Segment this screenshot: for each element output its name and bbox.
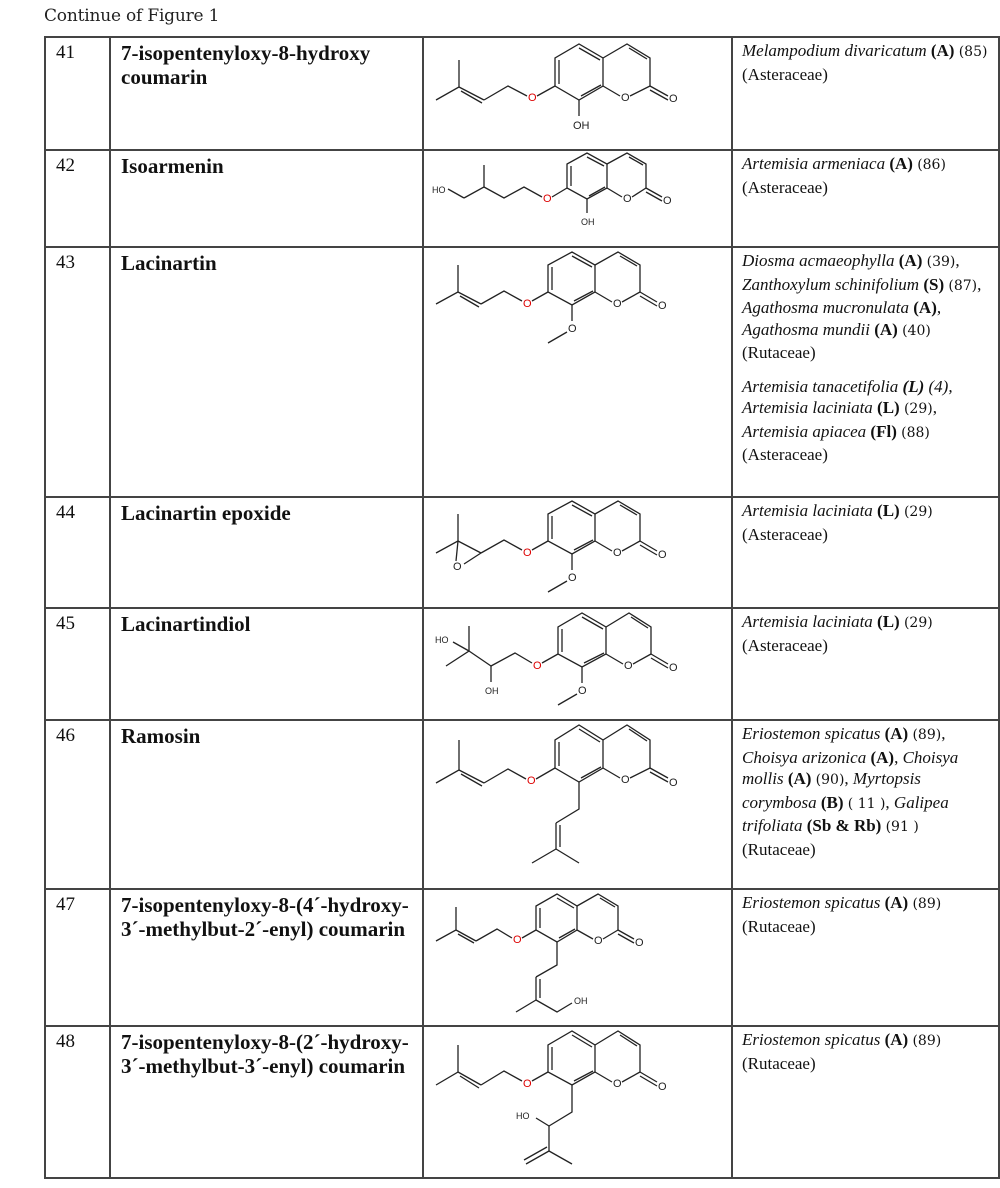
oxygen-label: O <box>669 93 678 105</box>
plant-part-code: (A) <box>889 154 913 173</box>
oxygen-label: O <box>669 777 678 789</box>
source-cell <box>732 150 999 247</box>
plant-part-code: (L) <box>902 376 925 396</box>
table-row <box>45 497 999 608</box>
species-name: Artemisia laciniata <box>742 612 873 631</box>
compound-name: Lacinartin <box>110 247 423 497</box>
source-paragraph <box>742 1029 994 1074</box>
source-text: (Asteraceae) <box>742 64 828 84</box>
source-paragraph <box>742 892 994 937</box>
compound-number: 47 <box>45 889 110 1026</box>
oxygen-label: O <box>613 547 622 559</box>
species-name: Eriostemon spicatus <box>742 893 881 912</box>
hydroxyl-label: OH <box>573 120 590 132</box>
compound-number: 45 <box>45 608 110 720</box>
compound-name: 7-isopentenyloxy-8-(4´-hydroxy-3´-methylbut-2´-enyl) coumarin <box>110 889 423 1026</box>
source-text: (Rutaceae) <box>742 1053 816 1073</box>
plant-part-code: (B) <box>820 792 844 812</box>
plant-part-code: (A) <box>874 319 898 339</box>
hydroxyl-label: HO <box>432 185 446 195</box>
plant-part-code: (A) <box>884 893 909 912</box>
structure-cell <box>423 37 732 150</box>
plant-part-code: (L) <box>877 612 900 631</box>
compound-name: Lacinartin epoxide <box>110 497 423 608</box>
compound-number: 44 <box>45 497 110 608</box>
structure-cell <box>423 889 732 1026</box>
plant-part-code: (A) <box>930 41 955 60</box>
oxygen-label: O <box>543 193 552 205</box>
hydroxyl-label: HO <box>516 1111 530 1121</box>
source-cell <box>732 720 999 889</box>
plant-part-code: (L) <box>877 398 900 417</box>
chemical-structure <box>424 498 729 605</box>
reference-number: (29) <box>903 615 933 631</box>
reference-number: (90) <box>815 772 845 788</box>
compound-number: 41 <box>45 37 110 150</box>
plant-part-code: (Sb & Rb) <box>806 816 882 835</box>
source-text: (Asteraceae) <box>742 635 828 655</box>
plant-part-code: (A) <box>913 298 937 317</box>
species-name: Eriostemon spicatus <box>742 1030 881 1049</box>
compound-number: 48 <box>45 1026 110 1178</box>
source-text: (Rutaceae) <box>742 839 816 859</box>
source-text: , <box>941 724 946 743</box>
species-name: Galipea trifoliata <box>742 792 949 835</box>
oxygen-label: O <box>523 547 532 559</box>
structure-cell <box>423 720 732 889</box>
compound-table <box>44 36 1000 1179</box>
species-name: Diosma acmaeophylla <box>742 251 895 270</box>
oxygen-label: O <box>613 1078 622 1090</box>
source-paragraph <box>742 40 994 85</box>
compound-number: 46 <box>45 720 110 889</box>
compound-name: 7-isopentenyloxy-8-(2´-hydroxy-3´-methylbut-3´-enyl) coumarin <box>110 1026 423 1178</box>
species-name: Eriostemon spicatus <box>742 724 881 743</box>
table-row <box>45 1026 999 1178</box>
reference-number: (87) <box>948 277 978 294</box>
chemical-structure <box>424 38 729 147</box>
plant-part-code: (S) <box>923 274 945 294</box>
source-paragraph <box>742 376 994 466</box>
compound-name: Lacinartindiol <box>110 608 423 720</box>
chemical-structure <box>424 151 729 244</box>
structure-cell <box>423 608 732 720</box>
plant-part-code: (A) <box>884 724 909 743</box>
chemical-structure <box>424 248 729 358</box>
oxygen-label: O <box>578 685 587 697</box>
chemical-structure <box>424 890 729 1023</box>
figure-caption: Continue of Figure 1 <box>44 6 220 26</box>
reference-number: (86) <box>917 157 946 173</box>
hydroxyl-label: OH <box>485 686 499 696</box>
chemical-structure <box>424 721 729 886</box>
epoxide-oxygen-label: O <box>453 561 462 573</box>
compound-name: Isoarmenin <box>110 150 423 247</box>
oxygen-label: O <box>669 662 678 674</box>
oxygen-label: O <box>568 572 577 584</box>
reference-number: (89) <box>912 896 942 912</box>
species-name: Choisya mollis <box>742 747 959 788</box>
oxygen-label: O <box>621 774 630 786</box>
source-paragraph <box>742 500 994 545</box>
plant-part-code: (A) <box>898 251 923 270</box>
oxygen-label: O <box>528 92 537 104</box>
hydroxyl-label: OH <box>581 217 595 227</box>
hydroxyl-label: HO <box>435 635 449 645</box>
oxygen-label: O <box>623 193 632 205</box>
oxygen-label: O <box>594 935 603 947</box>
oxygen-label: O <box>523 298 532 310</box>
structure-cell <box>423 1026 732 1178</box>
oxygen-label: O <box>533 660 542 672</box>
structure-cell <box>423 150 732 247</box>
source-text: (Asteraceae) <box>742 177 828 197</box>
source-text: , <box>885 792 894 812</box>
source-text: (Rutaceae) <box>742 916 816 936</box>
reference-number: (29) <box>903 401 933 417</box>
table-row <box>45 247 999 497</box>
structure-cell <box>423 497 732 608</box>
source-text: (Asteraceae) <box>742 524 828 544</box>
species-name: Artemisia armeniaca <box>742 154 886 173</box>
source-paragraph <box>742 611 994 656</box>
source-text: (Asteraceae) <box>742 445 828 464</box>
species-name: Choisya arizonica <box>742 747 867 767</box>
oxygen-label: O <box>513 934 522 946</box>
plant-part-code: (A) <box>870 747 895 767</box>
oxygen-label: O <box>568 323 577 335</box>
table-row <box>45 608 999 720</box>
reference-number: (39) <box>926 254 956 270</box>
source-text: (Rutaceae) <box>742 343 816 362</box>
oxygen-label: O <box>613 298 622 310</box>
table-row <box>45 37 999 150</box>
species-name: Artemisia tanacetifolia <box>742 376 899 396</box>
source-text: , <box>955 251 960 270</box>
hydroxyl-label: OH <box>574 996 588 1006</box>
plant-part-code: (L) <box>877 501 900 520</box>
oxygen-label: O <box>621 92 630 104</box>
plant-part-code: (A) <box>884 1030 909 1049</box>
oxygen-label: O <box>527 775 536 787</box>
source-text: , <box>977 274 982 294</box>
oxygen-label: O <box>635 937 644 949</box>
oxygen-label: O <box>658 300 667 312</box>
reference-number: (85) <box>958 44 988 60</box>
source-cell <box>732 247 999 497</box>
species-name: Agathosma mundii <box>742 319 870 339</box>
source-text: , <box>894 747 903 767</box>
oxygen-label: O <box>663 195 672 207</box>
species-name: Melampodium divaricatum <box>742 41 927 60</box>
source-paragraph <box>742 723 994 860</box>
source-cell <box>732 889 999 1026</box>
reference-number: (91 ) <box>885 819 919 835</box>
compound-name: 7-isopentenyloxy-8-hydroxy coumarin <box>110 37 423 150</box>
oxygen-label: O <box>624 660 633 672</box>
oxygen-label: O <box>658 1081 667 1093</box>
reference-number: (29) <box>903 504 933 520</box>
table-row <box>45 889 999 1026</box>
compound-number: 43 <box>45 247 110 497</box>
oxygen-label: O <box>523 1078 532 1090</box>
structure-cell <box>423 247 732 497</box>
source-text: , <box>936 298 942 317</box>
table-row <box>45 150 999 247</box>
source-text: , <box>844 769 853 788</box>
source-text: , <box>932 398 937 417</box>
species-name: Artemisia apiacea <box>742 421 867 441</box>
reference-number: (40) <box>902 322 931 339</box>
species-name: Artemisia laciniata <box>742 501 873 520</box>
table-row <box>45 720 999 889</box>
source-cell <box>732 1026 999 1178</box>
species-name: Agathosma mucronulata <box>742 298 910 317</box>
species-name: Artemisia laciniata <box>742 398 873 417</box>
reference-number: (89) <box>912 727 942 743</box>
source-paragraph <box>742 250 994 364</box>
plant-part-code: (Fl) <box>870 421 897 441</box>
source-cell <box>732 497 999 608</box>
plant-part-code: (A) <box>787 769 812 788</box>
reference-number: (89) <box>912 1033 942 1049</box>
chemical-structure <box>424 609 729 717</box>
source-cell <box>732 608 999 720</box>
compound-name: Ramosin <box>110 720 423 889</box>
reference-number: (88) <box>901 424 930 441</box>
source-cell <box>732 37 999 150</box>
reference-number: ( 11 ) <box>847 795 886 812</box>
source-paragraph <box>742 153 994 198</box>
species-name: Zanthoxylum schinifolium <box>742 274 920 294</box>
species-name: Myrtopsis corymbosa <box>742 769 921 812</box>
oxygen-label: O <box>658 549 667 561</box>
compound-number: 42 <box>45 150 110 247</box>
chemical-structure <box>424 1027 729 1175</box>
species-name: (4), <box>924 376 953 396</box>
